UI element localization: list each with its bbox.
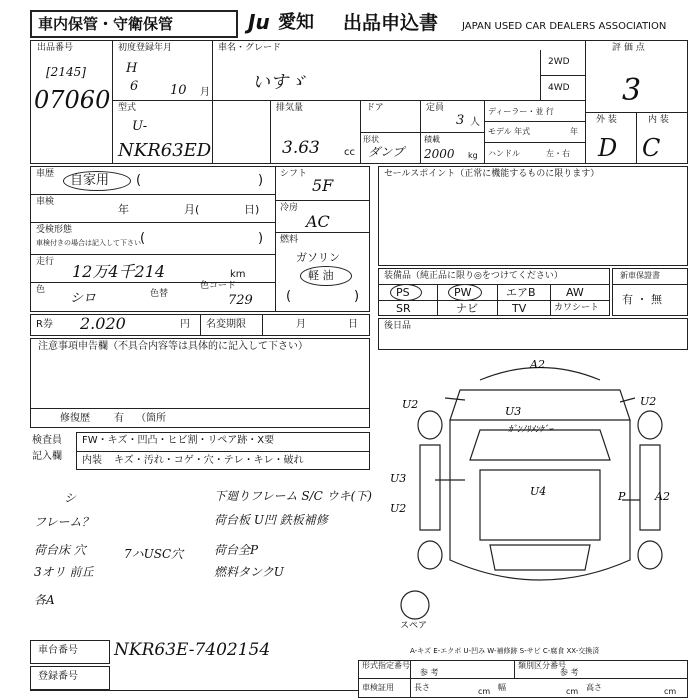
warranty-options: 有 ・ 無 (622, 293, 662, 306)
model-year-label: モデル 年式 (488, 127, 531, 136)
shape-label: 形状 (363, 135, 379, 144)
capacity-unit: 人 (470, 117, 480, 128)
mileage-label: 走行 (36, 257, 55, 267)
equipment-item: ナビ (456, 302, 478, 315)
form-title: 出品申込書 (343, 12, 439, 34)
repair-value: 有 (114, 413, 124, 424)
history-paren-close: ) (258, 173, 264, 188)
recycle-label: R券 (36, 319, 53, 330)
width-label: 幅 (498, 683, 506, 692)
height-label: 高さ (586, 683, 602, 692)
fuel-paren-close: ) (354, 289, 360, 304)
brand: 愛知 (278, 12, 314, 33)
inspection-month: 月( (184, 203, 200, 216)
car-diagram (390, 350, 690, 630)
diagram-wheel (418, 541, 442, 569)
inspection-day: 日) (244, 203, 260, 216)
fuel-paren-open: ( (286, 289, 292, 304)
handwritten-note: 7ハUSC穴 (124, 547, 184, 561)
diagram-bed (480, 470, 600, 540)
registration-year: 6 (130, 79, 139, 94)
repair-label: 修復歴 (60, 413, 90, 424)
vehicle-cert-label: 車検証用 (362, 683, 394, 692)
fuel-option-diesel: 軽 油 (308, 269, 334, 282)
handwritten-note: 荷台床 穴 (34, 543, 86, 557)
sales-points-label: セールスポイント（正常に機能するものに限ります） (384, 169, 600, 179)
diagram-label: U3 (505, 405, 522, 418)
diagram-wheel (418, 411, 442, 439)
handle-options: 左・右 (546, 149, 570, 158)
registration-month: 10 (170, 83, 187, 98)
drive-2wd: 2WD (548, 57, 570, 67)
registration-month-unit: 月 (200, 87, 210, 98)
model-year-unit: 年 (570, 127, 578, 136)
score-label: 評 価 点 (612, 43, 645, 53)
equipment-item: TV (512, 302, 527, 315)
diagram-label: U2 (402, 398, 419, 411)
color-change-label: 色替 (150, 289, 169, 299)
history-value: 自家用 (70, 173, 110, 188)
ac-label: 冷房 (280, 203, 299, 213)
inspection-label: 車検 (36, 197, 55, 207)
fuel-option-gasoline: ガソリン (296, 251, 340, 264)
car-name-label: 車名・グレード (218, 43, 282, 53)
repair-place: （箇所 (136, 413, 166, 424)
car-name-value: いすゞ (252, 72, 306, 93)
height-unit: cm (664, 687, 677, 696)
receipt-paren-close: ) (258, 231, 264, 246)
equipment-pw-circle (448, 284, 482, 301)
shape-value: ダンプ (368, 145, 405, 159)
designation-label-1: 形式指定番号 (362, 661, 410, 670)
diagram-door (420, 445, 440, 530)
equipment-item: エアB (506, 286, 536, 299)
handwritten-note: 荷台板 U凹 鉄板補修 (214, 513, 328, 527)
designation-ref-2: 参 考 (560, 668, 579, 677)
diagram-body (450, 420, 630, 580)
diagram-label: A2 (530, 358, 545, 371)
checker-row-2: キズ・汚れ・コゲ・穴・テレ・キレ・破れ (114, 455, 304, 466)
exterior-value: D (598, 134, 618, 162)
diagram-label: U3 (390, 472, 407, 485)
association-name: JAPAN USED CAR DEALERS ASSOCIATION (462, 21, 667, 32)
equipment-ps-circle (390, 284, 422, 301)
equipment-item: PS (396, 286, 410, 299)
warranty-label: 新車保證書 (620, 271, 660, 280)
handwritten-note: シ (64, 491, 77, 505)
history-paren-open: ( (136, 173, 142, 188)
diagram-label: P (618, 490, 626, 503)
diagram-spare (401, 591, 429, 619)
color-code-label: 色コード (200, 281, 237, 291)
door-label: ドア (366, 103, 384, 113)
checker-row-1: FW・キズ・凹凸・ヒビ割・リペア跡・X要 (82, 435, 275, 446)
shift-label: シフト (280, 169, 308, 179)
capacity-value: 3 (456, 113, 465, 128)
exterior-label: 外 装 (596, 115, 617, 125)
capacity-label: 定員 (426, 103, 445, 113)
mileage-unit: km (230, 269, 246, 280)
notice-label: 注意事項申告欄（不具合内容等は具体的に記入して下さい） (38, 341, 308, 352)
checker-label-1: 検査員 (32, 435, 62, 446)
equipment-item: SR (396, 302, 411, 315)
recycle-unit: 円 (180, 319, 190, 330)
sales-points-box (378, 166, 688, 266)
damage-legend: A-キズ E-エクボ U-凹み W-補修跡 S-サビ C-腐食 XX-交換済 (410, 647, 600, 655)
diagram-label: U2 (640, 395, 657, 408)
name-change-day: 日 (348, 319, 358, 330)
lot-number: 07060 (34, 86, 111, 114)
model-prefix: U- (132, 119, 148, 134)
history-label: 車歴 (36, 169, 55, 179)
interior-value: C (642, 134, 661, 162)
registration-era: H (126, 61, 138, 76)
fuel-label: 燃料 (280, 235, 299, 245)
receipt-label: 受検形態 (36, 225, 73, 235)
inspection-year: 年 (118, 203, 129, 216)
diagram-door (640, 445, 660, 530)
lot-bracket: [2145] (46, 65, 86, 79)
color-label: 色 (36, 285, 46, 295)
receipt-paren-open: ( (140, 231, 146, 246)
name-change-label: 名変期限 (206, 319, 246, 330)
equipment-item: AW (566, 286, 584, 299)
displacement-label: 排気量 (276, 103, 304, 113)
shift-value: 5F (312, 176, 334, 195)
diagram-label: A2 (655, 490, 670, 503)
equipment-label: 装備品（純正品に限り◎をつけてください） (384, 271, 563, 281)
width-unit: cm (566, 687, 579, 696)
logo: Ju (248, 10, 270, 34)
registration-label: 初度登録年月 (118, 43, 173, 53)
equipment-item: カワシート (554, 303, 600, 313)
dealer-label: ディーラー・並 行 (488, 107, 554, 116)
storage-label: 車内保管・守衛保管 (38, 15, 174, 33)
diagram-label: U2 (390, 502, 407, 515)
diagram-hood (450, 390, 630, 420)
color-code-value: 729 (228, 293, 253, 308)
diagram-wheel (638, 541, 662, 569)
length-label: 長さ (414, 683, 430, 692)
handwritten-note: 荷台全P (214, 543, 259, 557)
receipt-note: 車検付きの場合は記入して下さい (36, 239, 141, 247)
diagram-label: U4 (530, 485, 547, 498)
ac-value: AC (306, 212, 330, 231)
chassis-label: 車台番号 (38, 645, 78, 656)
designation-label-2: 類別区分番号 (518, 661, 566, 670)
color-value: シロ (70, 291, 97, 306)
load-label: 積載 (424, 135, 440, 144)
recycle-value: 2.020 (80, 314, 126, 333)
interior-label: 内 装 (648, 115, 669, 125)
handwritten-note: 下廻りフレーム S/C ウキ(下) (214, 489, 372, 503)
diagram-rear-window (490, 545, 590, 570)
displacement-unit: cc (344, 147, 355, 158)
handwritten-note: 各A (34, 593, 55, 607)
score-value: 3 (622, 73, 642, 108)
checker-label-2: 記入欄 (32, 451, 62, 462)
chassis-value: NKR63E-7402154 (114, 640, 271, 660)
displacement-value: 3.63 (282, 138, 320, 158)
registration-no-label: 登録番号 (38, 671, 78, 682)
length-unit: cm (478, 687, 491, 696)
note-label: 後日品 (384, 321, 412, 331)
diagram-wheel (638, 411, 662, 439)
note-box (378, 318, 688, 350)
load-unit: kg (468, 151, 478, 160)
diagram-label: ｶﾞﾝﾉﾘﾒﾝｹﾞｰ (508, 425, 554, 435)
name-change-month: 月 (296, 319, 306, 330)
model-value: NKR63ED (118, 140, 212, 161)
checker-row-2-prefix: 内装 (82, 455, 102, 466)
designation-ref-1: 参 考 (420, 668, 439, 677)
lot-label: 出品番号 (37, 43, 74, 53)
model-label: 型式 (118, 103, 137, 113)
drive-4wd: 4WD (548, 83, 570, 93)
diagram-label: スペア (400, 621, 428, 630)
handwritten-note: 3オリ 前丘 (34, 565, 94, 579)
load-value: 2000 (424, 147, 455, 161)
handwritten-note: 燃料タンクU (214, 565, 284, 579)
handle-label: ハンドル (488, 149, 520, 158)
mileage-value: 12万4千214 (72, 262, 166, 281)
equipment-item: PW (454, 286, 472, 299)
handwritten-note: フレーム？ (34, 515, 94, 529)
